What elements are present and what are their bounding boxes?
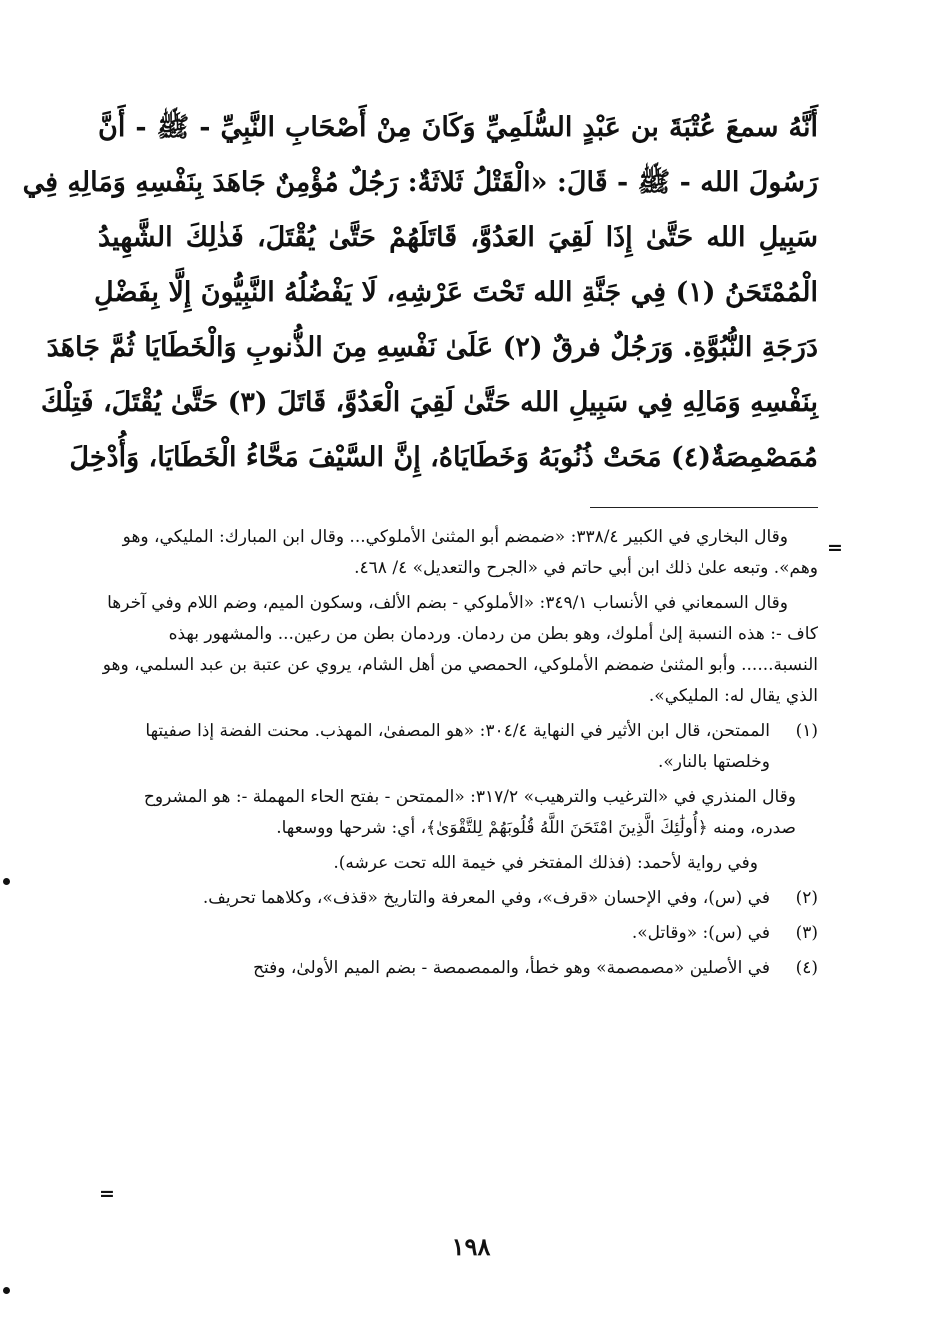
footnote-2: (٢) في (س)، وفي الإحسان «قرف»، وفي المعرفة والتاريخ «قذف»، وكلاهما تحريف.: [98, 883, 818, 914]
footnote-bukhari: وقال البخاري في الكبير ٣٣٨/٤: «ضمضم أبو المثنىٰ الأملوكي... وقال ابن المبارك: المليكي، وهو وهم». وتبعه علىٰ ذلك ابن أبي حاتم في «الجرح والتعديل» ٤/ ٤٦٨.: [122, 527, 818, 578]
main-text-line: سَبِيلِ الله حَتَّىٰ إِذَا لَقِيَ العَدُوَّ، قَاتَلَهُمْ حَتَّىٰ يُقْتَلَ، فَذٰلِكَ الشَّهِيدُ: [98, 222, 818, 253]
footnote-separator: [590, 507, 818, 508]
continuation-marker: =: [827, 537, 843, 559]
main-text-line: الْمُمْتَحَنُ (١) فِي جَنَّةِ الله تَحْتَ عَرْشِهِ، لَا يَفْضُلُهُ النَّبِيُّونَ إِلَّا بِفَضْلِ: [94, 277, 818, 308]
continuation-marker: =: [99, 1183, 115, 1205]
footnote-1: (١) الممتحن، قال ابن الأثير في النهاية ٣٠٤/٤: «هو المصفىٰ، المهذب. محنت الفضة إذا صفيتها وخلصتها بالنار».: [98, 716, 818, 778]
footnote-1-mundhiri: وقال المنذري في «الترغيب والترهيب» ٣١٧/٢: «الممتحن - بفتح الحاء المهملة -: هو المشروح صدره، ومنه ﴿أُولَٰئِكَ الَّذِينَ امْتَحَنَ اللَّهُ قُلُوبَهُمْ لِلتَّقْوَىٰ﴾، أي: شرحها ووسعها.: [143, 787, 796, 838]
footnote-number: (٤): [795, 958, 818, 978]
footnote-1-ahmad: وفي رواية لأحمد: (فذلك المفتخر في خيمة الله تحت عرشه).: [333, 853, 758, 873]
footnote-number: (١): [795, 721, 818, 741]
main-text-line: مُمَصْمِصَةٌ(٤) مَحَتْ ذُنُوبَهُ وَخَطَايَاهُ، إِنَّ السَّيْفَ مَحَّاءُ الْخَطَايَا، وَأُدْخِلَ: [69, 442, 818, 473]
main-text-line: بِنَفْسِهِ وَمَالِهِ فِي سَبِيلِ الله حَتَّىٰ لَقِيَ الْعَدُوَّ، قَاتَلَ (٣) حَتَّىٰ يُقْتَلَ، فَتِلْكَ: [40, 387, 818, 418]
main-text-line: دَرَجَةِ النُّبُوَّةِ. وَرَجُلٌ فرقٌ (٢) عَلَىٰ نَفْسِهِ مِنَ الذُّنوبِ وَالْخَطَايَا ثُمَّ جَاهَدَ: [46, 332, 818, 363]
footnote-3: (٣) في (س): «وقاتل».: [98, 918, 818, 949]
page-number: ١٩٨: [451, 1232, 491, 1261]
footnote-4: (٤) في الأصلين «مصمصمة» وهو خطأ، والممصمصة - بضم الميم الأولىٰ، وفتح: [98, 953, 818, 984]
scan-mark: [3, 878, 10, 885]
main-text-line: أَنَّهُ سمعَ عُتْبَةَ بن عَبْدٍ السُّلَمِيِّ وَكَانَ مِنْ أَصْحَابِ النَّبِيِّ - ﷺ - أَنَّ: [98, 112, 818, 143]
footnote-number: (٣): [795, 923, 818, 943]
footnote-samani: وقال السمعاني في الأنساب ٣٤٩/١: «الأملوكي - بضم الألف، وسكون الميم، وضم اللام وفي آخرها كاف -: هذه النسبة إلىٰ أملوك، وهو بطن من ردمان. وردمان بطن من رعين... والمشهور بهذه النسبة...... وأبو المثنىٰ ضمضم الأملوكي، الحمصي من أهل الشام، يروي عن عتبة بن عبد السلمي، وهو الذي يقال له: المليكي».: [102, 593, 818, 706]
main-text: [22, 100, 818, 485]
footnote-number: (٢): [795, 888, 818, 908]
main-text-line: رَسُولَ الله - ﷺ - قَالَ: «الْقَتْلُ ثَلاثَةٌ: رَجُلٌ مُؤْمِنٌ جَاهَدَ بِنَفْسِهِ وَمَالِهِ فِي: [22, 167, 818, 198]
footnotes: [98, 522, 818, 988]
scan-mark: [3, 1287, 10, 1294]
